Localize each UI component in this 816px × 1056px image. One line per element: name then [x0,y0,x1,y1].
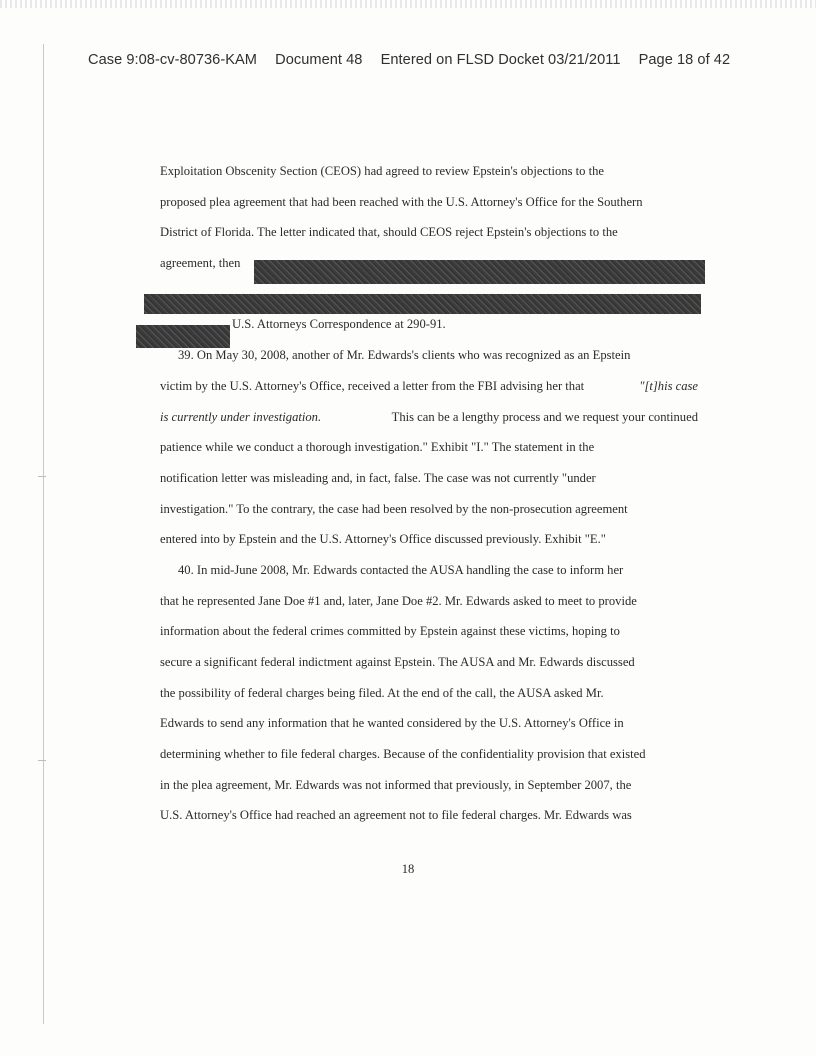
redaction-block [254,260,705,284]
text-line: notification letter was misleading and, in fact, false. The case was not currently "under [160,470,596,485]
redaction-block [136,325,230,348]
text-line: determining whether to file federal charges. Because of the confidentiality provision that existed [160,747,646,762]
docket-header [88,52,788,68]
text-line: investigation." To the contrary, the case had been resolved by the non-prosecution agreement [160,501,628,516]
header-document-number: Document 48 [275,52,363,68]
text-line: is currently under investigation. This can be a lengthy process and we request your continued [160,402,698,433]
quoted-italic-text: is currently under investigation. [160,409,322,424]
header-case-number: Case 9:08-cv-80736-KAM [88,52,258,68]
text-line: District of Florida. The letter indicated that, should CEOS reject Epstein's objections to the [160,225,618,240]
body-text [160,156,698,831]
text-line: Exploitation Obscenity Section (CEOS) had agreed to review Epstein's objections to the [160,164,605,178]
scan-artifact-tick [38,760,46,761]
text-line: entered into by Epstein and the U.S. Attorney's Office discussed previously. Exhibit "E." [160,532,606,547]
paragraph-40-start: 40. In mid-June 2008, Mr. Edwards contacted the AUSA handling the case to inform her [178,562,624,577]
header-entered-date: Entered on FLSD Docket 03/21/2011 [380,52,621,68]
text-line: patience while we conduct a thorough investigation." Exhibit "I." The statement in the [160,440,595,455]
quoted-italic-text: "[t]his case [639,378,698,393]
text-line: victim by the U.S. Attorney's Office, received a letter from the FBI advising her that "[t]his case [160,371,698,402]
paragraph-39-start: 39. On May 30, 2008, another of Mr. Edwards's clients who was recognized as an Epstein [178,348,631,363]
scan-artifact-tick [38,476,46,477]
page-number: 18 [401,862,415,876]
text-line: agreement, then [160,256,241,271]
scan-artifact-top [0,0,816,8]
text-line: secure a significant federal indictment against Epstein. The AUSA and Mr. Edwards discussed [160,655,635,669]
scan-artifact-left-line [43,44,44,1024]
text-line: that he represented Jane Doe #1 and, later, Jane Doe #2. Mr. Edwards asked to meet to provide [160,593,637,608]
text-line: U.S. Attorneys Correspondence at 290-91. [232,317,446,332]
text-line: U.S. Attorney's Office had reached an agreement not to file federal charges. Mr. Edwards was [160,808,632,823]
text-line: Edwards to send any information that he wanted considered by the U.S. Attorney's Office in [160,716,624,731]
redaction-block [144,294,701,314]
text-line: the possibility of federal charges being filed. At the end of the call, the AUSA asked Mr. [160,685,604,700]
text-line: proposed plea agreement that had been reached with the U.S. Attorney's Office for the Southern [160,194,643,209]
text-line: information about the federal crimes committed by Epstein against these victims, hoping to [160,624,620,639]
text-line: in the plea agreement, Mr. Edwards was not informed that previously, in September 2007, the [160,777,632,792]
header-page-count: Page 18 of 42 [638,52,731,68]
